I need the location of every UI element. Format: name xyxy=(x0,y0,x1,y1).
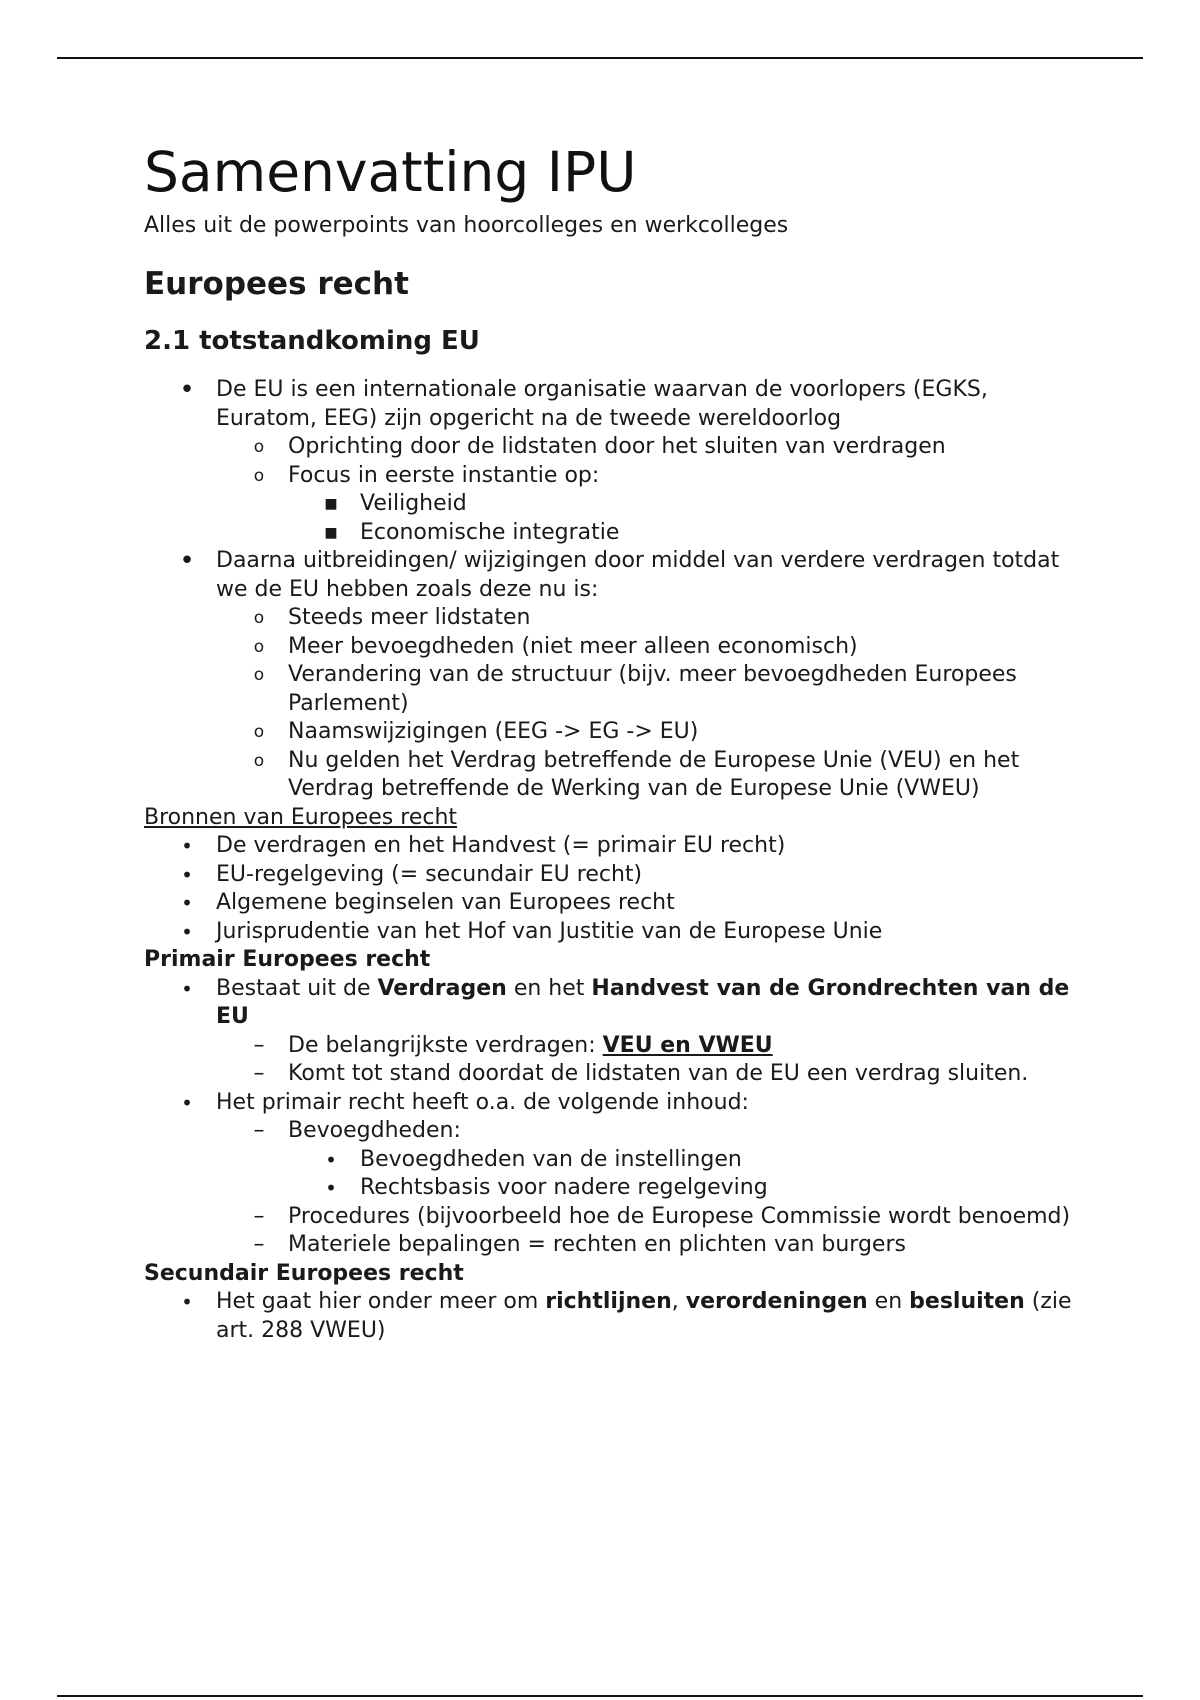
primair-sub-list-3 xyxy=(144,1203,1074,1260)
list-item: o Meer bevoegdheden (niet meer alleen economisch) xyxy=(144,633,1074,662)
circle-bullet-icon: o xyxy=(253,722,265,742)
list-item: ■ Economische integratie xyxy=(144,519,1074,548)
circle-bullet-icon: o xyxy=(253,465,265,486)
primair-title: Primair Europees recht xyxy=(144,947,431,972)
circle-bullet-icon: o xyxy=(253,608,265,628)
document-subtitle: Alles uit de powerpoints van hoorcolleges en werkcolleges xyxy=(144,213,789,238)
list-item: – De belangrijkste verdragen: VEU en VWEU xyxy=(144,1032,1074,1061)
bullet-icon: • xyxy=(181,976,193,1001)
section-heading: 2.1 totstandkoming EU xyxy=(144,326,480,356)
list-item: – Procedures (bijvoorbeeld hoe de Europese Commissie wordt benoemd) xyxy=(144,1203,1074,1232)
circle-bullet-icon: o xyxy=(253,437,265,457)
list-item: ■ Veiligheid xyxy=(144,490,1074,519)
list-item: • De verdragen en het Handvest (= primair EU recht) xyxy=(144,832,1074,861)
sub-sub-list xyxy=(144,490,1074,547)
bullet-icon: • xyxy=(181,1290,193,1314)
sub-list xyxy=(144,604,1074,804)
list-item: o Steeds meer lidstaten xyxy=(144,604,1074,633)
dash-bullet-icon: – xyxy=(253,1118,265,1143)
secundair-list xyxy=(144,1288,1074,1345)
sub-list xyxy=(144,433,1074,490)
dash-bullet-icon: – xyxy=(253,1203,265,1229)
square-bullet-icon: ■ xyxy=(324,524,338,541)
list-item: – Komt tot stand doordat de lidstaten van de EU een verdrag sluiten. xyxy=(144,1060,1074,1089)
dash-bullet-icon: – xyxy=(253,1061,265,1086)
bronnen-title: Bronnen van Europees recht xyxy=(144,804,458,830)
list-item: • Rechtsbasis voor nadere regelgeving xyxy=(144,1174,1074,1203)
bullet-icon: • xyxy=(181,1090,193,1115)
primair-list-2 xyxy=(144,1089,1074,1118)
list-item: • EU-regelgeving (= secundair EU recht) xyxy=(144,861,1074,890)
list-item: • Bevoegdheden van de instellingen xyxy=(144,1146,1074,1175)
list-item: • Het primair recht heeft o.a. de volgende inhoud: xyxy=(144,1089,1074,1118)
dash-bullet-icon: – xyxy=(253,1032,265,1058)
list-item: • Het gaat hier onder meer om richtlijnen, verordeningen en besluiten (zie art. 288 VWEU) xyxy=(144,1288,1074,1345)
square-bullet-icon: ■ xyxy=(324,496,338,512)
document-page xyxy=(144,138,1074,1345)
bullet-icon: • xyxy=(325,1147,337,1172)
list-item: – Bevoegdheden: xyxy=(144,1117,1074,1146)
intro-list-2 xyxy=(144,547,1074,604)
bullet-icon: • xyxy=(181,862,193,887)
list-item: o Naamswijzigingen (EEG -> EG -> EU) xyxy=(144,718,1074,747)
dash-bullet-icon: – xyxy=(253,1232,265,1257)
secundair-title: Secundair Europees recht xyxy=(144,1260,464,1286)
circle-bullet-icon: o xyxy=(253,750,265,771)
bullet-icon: • xyxy=(181,891,193,915)
bullet-icon: • xyxy=(181,919,193,944)
list-item: • Jurisprudentie van het Hof van Justitie van de Europese Unie xyxy=(144,918,1074,947)
list-item: o Nu gelden het Verdrag betreffende de Europese Unie (VEU) en het Verdrag betreffende de Werking van de Europese Unie (VWEU) xyxy=(144,747,1074,804)
list-item: o Verandering van de structuur (bijv. meer bevoegdheden Europees Parlement) xyxy=(144,661,1074,718)
bullet-icon: • xyxy=(179,546,195,576)
list-item: • De EU is een internationale organisatie waarvan de voorlopers (EGKS, Euratom, EEG) zijn opgericht na de tweede wereldoorlog xyxy=(144,376,1074,433)
primair-list xyxy=(144,975,1074,1032)
bottom-rule xyxy=(57,1695,1143,1697)
list-item: • Daarna uitbreidingen/ wijzigingen door middel van verdere verdragen totdat we de EU hebben zoals deze nu is: xyxy=(144,547,1074,604)
document-title: Samenvatting IPU xyxy=(144,140,637,204)
bullet-icon: • xyxy=(181,834,193,858)
top-rule xyxy=(57,57,1143,59)
circle-bullet-icon: o xyxy=(253,636,265,657)
bullet-icon: • xyxy=(179,375,195,405)
circle-bullet-icon: o xyxy=(253,665,265,685)
primair-sub-sub-list xyxy=(144,1146,1074,1203)
primair-sub-list-2 xyxy=(144,1117,1074,1146)
list-item: • Algemene beginselen van Europees recht xyxy=(144,889,1074,918)
primair-sub-list xyxy=(144,1032,1074,1089)
list-item: o Focus in eerste instantie op: xyxy=(144,462,1074,491)
heading-europees-recht: Europees recht xyxy=(144,266,409,302)
list-item: – Materiele bepalingen = rechten en plichten van burgers xyxy=(144,1231,1074,1260)
list-item: • Bestaat uit de Verdragen en het Handvest van de Grondrechten van de EU xyxy=(144,975,1074,1032)
intro-list xyxy=(144,376,1074,433)
bronnen-list xyxy=(144,832,1074,946)
bullet-icon: • xyxy=(325,1176,337,1200)
list-item: o Oprichting door de lidstaten door het sluiten van verdragen xyxy=(144,433,1074,462)
